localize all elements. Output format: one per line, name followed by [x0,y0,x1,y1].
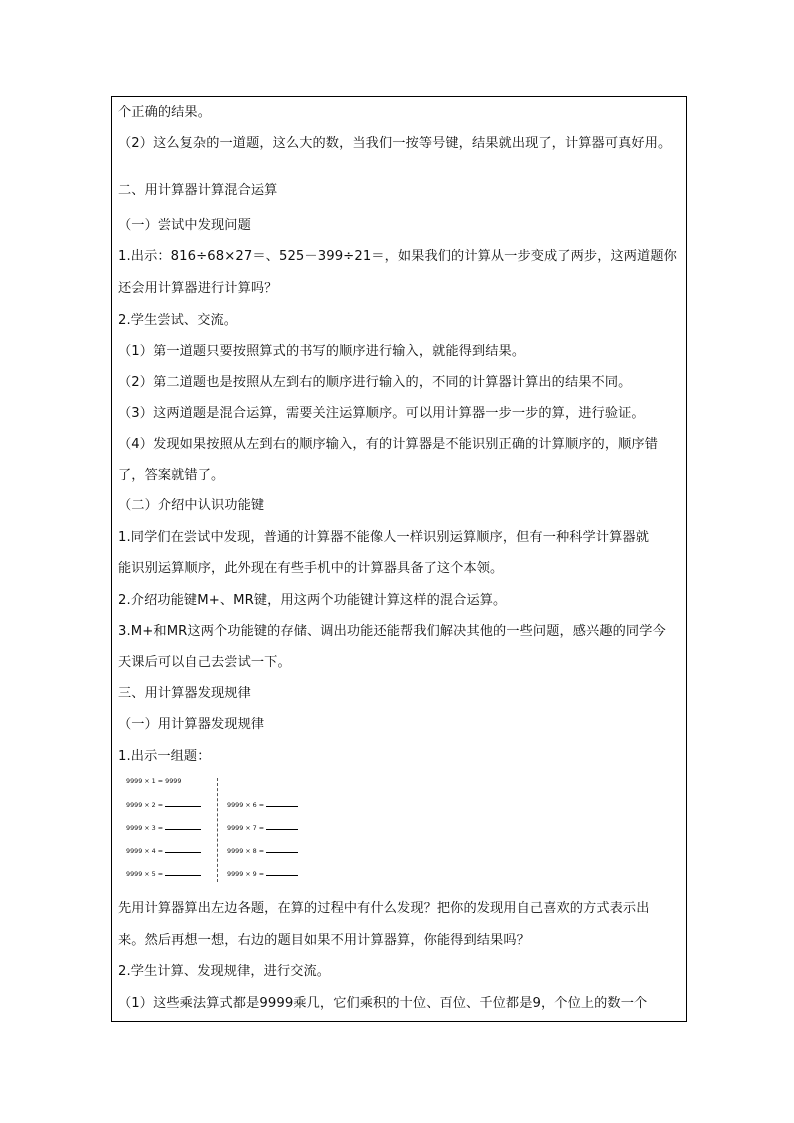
subsection-heading: （二）介绍中认识功能键 [118,498,265,513]
answer-blank [165,846,201,853]
text-line: 了，答案就错了。 [118,468,225,483]
equation-left: 9999 × 3 = [126,823,201,832]
text-line: （3）这两道题是混合运算，需要关注运算顺序。可以用计算器一步一步的算，进行验证。 [118,406,645,421]
text-line: 来。然后再想一想，右边的题目如果不用计算器算，你能得到结果吗？ [118,933,530,948]
text-line: （4）发现如果按照从左到右的顺序输入，有的计算器是不能识别正确的计算顺序的，顺序错 [118,437,658,452]
equation-left: 9999 × 4 = [126,846,201,855]
text-line: 2.介绍功能键M+、MR键，用这两个功能键计算这样的混合运算。 [118,593,507,608]
text-line: （2）第二道题也是按照从左到右的顺序进行输入的，不同的计算器计算出的结果不同。 [118,375,632,390]
text-line: 2.学生计算、发现规律，进行交流。 [118,964,331,979]
equation-left: 9999 × 1 = 9999 [126,777,182,785]
text-line: 1.出示一组题： [118,749,211,764]
text-line: 3.M+和MR这两个功能键的存储、调出功能还能帮我们解决其他的一些问题，感兴趣的同学今 [118,624,666,639]
answer-blank [165,823,201,830]
equation-right: 9999 × 6 = [227,800,298,809]
text-line: 1.出示：816÷68×27＝、525－399÷21＝，如果我们的计算从一步变成了两步，这两道题你 [118,249,677,264]
text-line: 还会用计算器进行计算吗？ [118,281,278,296]
text-line: （1）第一道题只要按照算式的书写的顺序进行输入，就能得到结果。 [118,344,526,359]
subsection-heading: （一）用计算器发现规律 [118,717,265,732]
answer-blank [266,869,298,876]
equation-right: 9999 × 9 = [227,869,298,878]
answer-blank [266,846,298,853]
text-line: 2.学生尝试、交流。 [118,313,238,328]
section-heading: 二、用计算器计算混合运算 [118,183,278,198]
text-line: 个正确的结果。 [118,105,212,120]
section-heading: 三、用计算器发现规律 [118,686,251,701]
answer-blank [165,869,201,876]
answer-blank [266,823,298,830]
equation-right: 9999 × 7 = [227,823,298,832]
text-line: 先用计算器算出左边各题，在算的过程中有什么发现？把你的发现用自己喜欢的方式表示出 [118,901,650,916]
text-line: 天课后可以自己去尝试一下。 [118,655,291,670]
answer-blank [266,800,298,807]
equation-left: 9999 × 2 = [126,800,201,809]
equation-right: 9999 × 8 = [227,846,298,855]
dashed-divider [217,778,218,882]
answer-blank [165,800,201,807]
text-line: 1.同学们在尝试中发现，普通的计算器不能像人一样识别运算顺序，但有一种科学计算器就 [118,530,649,545]
equation-left: 9999 × 5 = [126,869,201,878]
subsection-heading: （一）尝试中发现问题 [118,218,251,233]
text-line: 能识别运算顺序，此外现在有些手机中的计算器具备了这个本领。 [118,561,504,576]
text-line: （1）这些乘法算式都是9999乘几，它们乘积的十位、百位、千位都是9，个位上的数一个 [118,996,648,1011]
multiplication-exercise-figure [124,772,314,882]
text-line: （2）这么复杂的一道题，这么大的数，当我们一按等号键，结果就出现了，计算器可真好用。 [118,136,672,151]
